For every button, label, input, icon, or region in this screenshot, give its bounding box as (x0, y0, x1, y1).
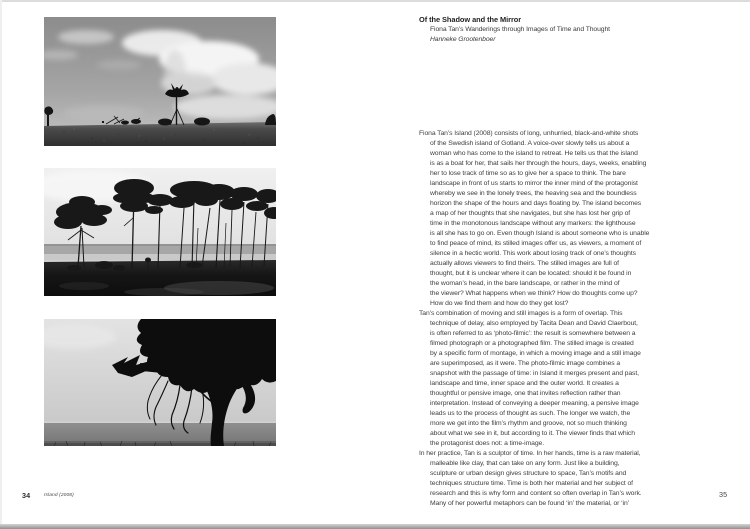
essay-line: more we get into the film’s rhythm and groove, not so much thinking (430, 420, 627, 427)
essay-author: Hanneke Grootenboer (430, 36, 496, 43)
essay-line: is often referred to as ‘photo-filmic’: the result is somewhere between a (430, 330, 636, 337)
right-page-number: 35 (719, 490, 728, 499)
essay-line: interpretation. Instead of conveying a deeper meaning, a pensive image (430, 400, 639, 407)
essay-line: actually allows viewers to find theirs. The stilled images are full of (430, 260, 619, 267)
essay-line: thoughtful or pensive image, one that invites reflection rather than (430, 390, 621, 397)
essay-line: time in the monotonous landscape without any markers: the lighthouse (430, 220, 636, 227)
essay-subtitle: Fiona Tan’s Wanderings through Images of Time and Thought (430, 26, 610, 33)
page-left-edge (0, 0, 2, 529)
essay-line: malleable like clay, that can take on any form. Just like a building, (430, 460, 620, 467)
essay-title: Of the Shadow and the Mirror (419, 15, 522, 24)
essay-line: are superimposed, as it were. The photo-filmic image combines a (430, 360, 621, 367)
film-still-lone-tree (44, 319, 276, 446)
essay-line: research and this is why form and content so often overlap in Tan’s work. (430, 490, 642, 497)
essay-paragraph-2 (419, 309, 719, 449)
essay-line: by a specific form of montage, in which a moving image and a still image (430, 350, 641, 357)
page-top-edge (0, 0, 750, 2)
essay-line: leads us to the process of thought as such. The longer we watch, the (430, 410, 631, 417)
essay-line: filmed photograph or a photographed film. The stilled image is created (430, 340, 634, 347)
essay-line: landscape and time, inner space and the outer world. It creates a (430, 380, 619, 387)
page-bottom-edge (0, 524, 750, 529)
essay-line: the viewer? What happens when we think? How do thoughts come up? (430, 290, 638, 297)
essay-line: is all she has to go on. Even though Island is about someone who is unable (430, 230, 650, 237)
essay-line: the protagonist does not: a time-image. (430, 440, 544, 447)
essay-line: Many of her powerful metaphors can be found ‘in’ the material, or ‘in’ (430, 500, 630, 507)
essay-line: In her practice, Tan is a sculptor of time. In her hands, time is a raw material, (419, 450, 641, 457)
essay-line: whereby we see in the lonely trees, the heaving sea and the boundless (430, 190, 637, 197)
essay-line: silence in a hectic world. This work about losing track of one’s thoughts (430, 250, 636, 257)
essay-header (419, 15, 719, 45)
essay-line: Tan’s combination of moving and still images is a form of overlap. This (419, 310, 623, 317)
essay-line: technique of delay, also employed by Tacita Dean and David Claerbout, (430, 320, 638, 327)
essay-line: techniques structure time. Time is both her material and her subject of (430, 480, 633, 487)
essay-line: to find peace of mind, its stilled images offer us, as viewers, a moment of (430, 240, 642, 247)
essay-line: woman who has come to the island to retreat. He tells us that the island (430, 150, 638, 157)
film-still-pine-row-image (44, 168, 276, 296)
essay-paragraph-1 (419, 129, 719, 309)
film-still-nest-pole-image (44, 17, 276, 146)
essay-body (419, 129, 719, 509)
essay-paragraph-3 (419, 449, 719, 509)
essay-line: landscape in front of us starts to mirror the inner mind of the protagonist (430, 180, 638, 187)
left-page-number: 34 (22, 491, 31, 500)
essay-line: sculpture or urban design gives structure to space, Tan’s motifs and (430, 470, 627, 477)
left-page-caption: Island (2008) (44, 492, 74, 498)
essay-line: about what we see in it, but according to it. The viewer finds that which (430, 430, 635, 437)
film-still-nest-pole (44, 17, 276, 146)
essay-line: snapshot with the passage of time: in Island it merges present and past, (430, 370, 639, 377)
essay-line: thought, but it is unclear where it can be located: should it be found in (430, 270, 632, 277)
essay-line: is as a boat for her, that sails her through the hours, days, weeks, enabling (430, 160, 647, 167)
essay-line: the woman’s head, in the bare landscape, or rather in the mind of (430, 280, 620, 287)
essay-line: a map of her thoughts that she navigates, but she has lost her grip of (430, 210, 631, 217)
essay-line: her to lose track of time so as to give her a space to think. The bare (430, 170, 626, 177)
essay-line: of the Swedish island of Gotland. A voice-over slowly tells us about a (430, 140, 630, 147)
film-still-pine-row (44, 168, 276, 296)
essay-line: How do we find them and how do they get lost? (430, 300, 569, 307)
essay-line: Fiona Tan’s Island (2008) consists of long, unhurried, black-and-white shots (419, 130, 639, 137)
film-still-lone-tree-image (44, 319, 276, 446)
essay-line: horizon the shape of the hours and days floating by. The island becomes (430, 200, 642, 207)
